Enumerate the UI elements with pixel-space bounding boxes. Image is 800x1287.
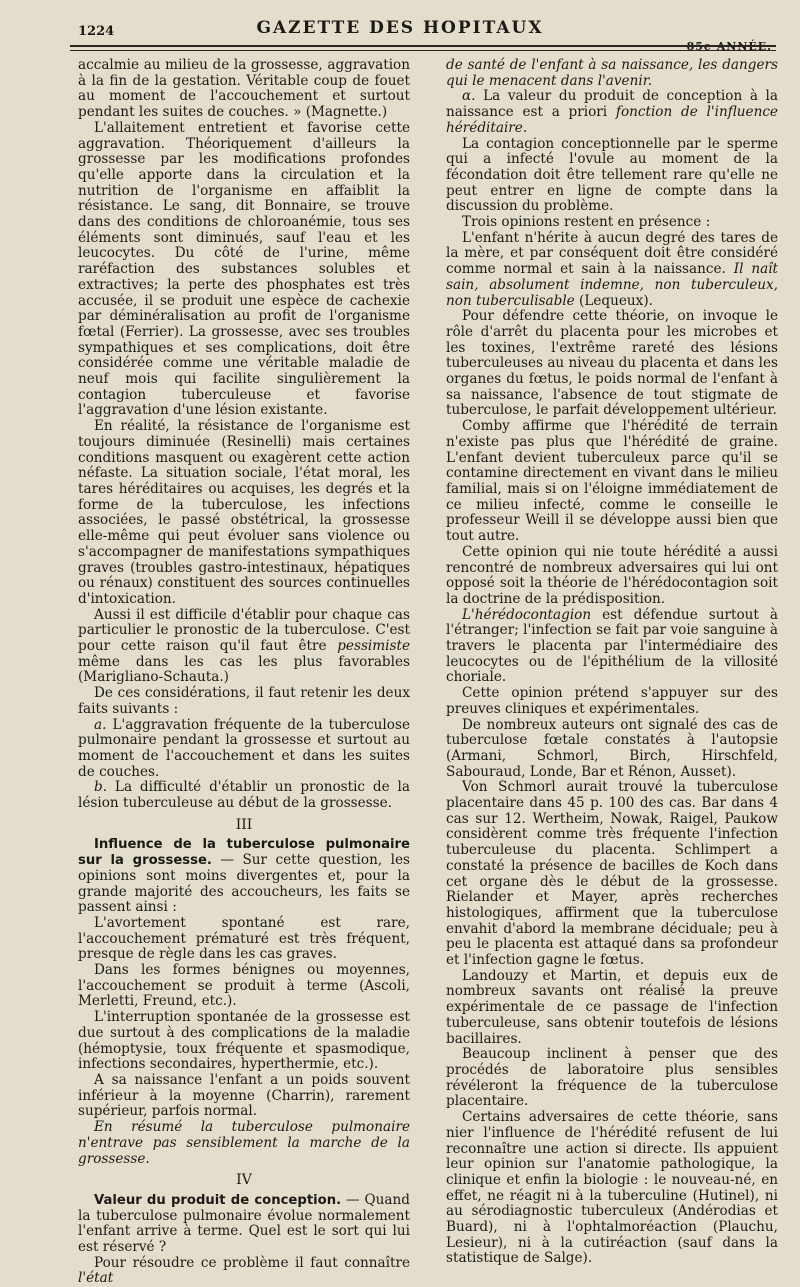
- paragraph-text: Pour résoudre ce problème il faut connaître: [94, 1254, 410, 1271]
- paragraph: [446, 969, 778, 1048]
- section-number: III: [235, 816, 253, 833]
- paragraph-text: Certains adversaires de cette théorie, sans nier l'influence de l'hérédité refusent de lui reconnaître une action si directe. Ils appuient leur opinion sur l'anatomie pathologique, la clinique et enfin la biologie : le nouveau-né, en effet, ne réagit ni à la tuberculine (Hutinel), ni au sérodiagnostic tuberculeux (Andérodias et Buard), ni à l'ophtalmoréaction (Plauchu, Lesieur), ni à la cutiréaction (sauf dans la statistique de Salge).: [446, 1109, 778, 1267]
- paragraph-text: L'aggravation fréquente de la tuberculose pulmonaire pendant la grossesse et surtout au moment de l'accouchement et dans les suites de couches.: [78, 716, 410, 780]
- page-number: 1224: [78, 24, 115, 39]
- paragraph-text: L'enfant n'hérite à aucun degré des tares de la mère, et par conséquent doit être considéré comme normal et sain à la naissance.: [446, 229, 778, 278]
- paragraph: [446, 718, 778, 781]
- italic-text: l'état: [78, 1270, 114, 1287]
- paragraph: [446, 1110, 778, 1267]
- paragraph: [446, 309, 778, 419]
- paragraph: [78, 916, 410, 963]
- paragraph: [446, 545, 778, 608]
- paragraph-text: accalmie au milieu de la grossesse, aggravation à la fin de la gestation. Véritable coup de fouet au moment de l'accouchement et surtout pendant les suites de couches. » (Magnette.): [78, 57, 410, 121]
- paragraph-text: (Lequeux).: [574, 292, 653, 309]
- paragraph: [78, 837, 410, 916]
- section-heading: Influence de la tuberculose pulmonaire sur la grossesse.: [78, 837, 410, 869]
- paragraph-text: De ces considérations, il faut retenir les deux faits suivants :: [78, 685, 410, 717]
- paragraph-text: La difficulté d'établir un pronostic de la lésion tuberculeuse au début de la grossesse.: [78, 779, 410, 812]
- paragraph-text: même dans les cas les plus favorables (Marigliano-Schauta.): [78, 653, 410, 686]
- header-rule-thick: [70, 45, 776, 47]
- paragraph-text: Beaucoup inclinent à penser que des procédés de laboratoire plus sensibles révéleront la fréquence de la tuberculose placentaire.: [446, 1046, 778, 1110]
- paragraph-text: Landouzy et Martin, et depuis eux de nombreux savants ont réalisé la preuve expérimentale de ce passage de l'infection tuberculeuse, sans obtenir toutefois de lésions bacillaires.: [446, 967, 778, 1047]
- paragraph-text: Von Schmorl aurait trouvé la tuberculose placentaire dans 45 p. 100 des cas. Bar dans 4 cas sur 12. Wertheim, Nowak, Raigel, Paukow considèrent comme très fréquente l'infection tuberculeuse du placenta. Schlimpert a constaté la présence de bacilles de Koch dans cet organe dès le début de la grossesse. Rielander et Mayer, après recherches histologiques, affirment que la tuberculose envahit d'abord la membrane déciduale; peu à peu le placenta est attaqué dans sa profondeur et l'infection gagne le fœtus.: [446, 779, 778, 969]
- volume-label: 85e ANNÉE.: [686, 40, 772, 53]
- paragraph-text: Comby affirme que l'hérédité de terrain n'existe pas plus que l'hérédité de graine. L'enfant devient tuberculeux parce qu'il se contamine directement en vivant dans le milieu familial, mais si on l'éloigne immédiatement de ce milieu infecté, comme le conseille le professeur Weill il se développe aussi bien que tout autre.: [446, 418, 778, 545]
- paragraph-text: — Sur cette question, les opinions sont moins divergentes et, pour la grande majorité des accoucheurs, les faits se passent ainsi :: [78, 852, 410, 916]
- paragraph-text: En réalité, la résistance de l'organisme est toujours diminuée (Resinelli) mais certaines conditions masquent ou exagèrent cette action néfaste. La situation sociale, l'état moral, les tares héréditaires ou acquises, les degrés et la forme de la tuberculose, les infections associées, le passé obstétrical, la grossesse elle-même qui peut évoluer sans violence ou s'accompagner de manifestations sympathiques graves (troubles gastro-intestinaux, hépatiques ou rénaux) constituent des sources continuelles d'intoxication.: [78, 418, 410, 607]
- paragraph-text: est défendue surtout à l'étranger; l'infection se fait par voie sanguine à travers le placenta par l'intermédiaire des leucocytes ou de l'épithélium de la villosité choriale.: [446, 606, 778, 686]
- paragraph-text: La contagion conceptionnelle par le sperme qui a infecté l'ovule au moment de la fécondation doit être tellement rare qu'elle ne peut entrer en ligne de compte dans la discussion du problème.: [446, 135, 778, 215]
- paragraph: [446, 419, 778, 545]
- paragraph: [78, 1073, 410, 1120]
- list-label: a.: [94, 716, 107, 733]
- paragraph-text: Cette opinion qui nie toute hérédité a aussi rencontré de nombreux adversaires qui lui ont opposé soit la théorie de l'hérédocontagion soit la doctrine de la prédisposition.: [446, 543, 778, 607]
- paragraph: [78, 1010, 410, 1073]
- paragraph: [446, 608, 778, 687]
- paragraph: [446, 231, 778, 310]
- paragraph: [446, 780, 778, 968]
- paragraph: [78, 58, 410, 121]
- paragraph: [446, 1047, 778, 1110]
- paragraph: [446, 686, 778, 717]
- section-heading: Valeur du produit de conception.: [94, 1192, 342, 1208]
- paragraph-text: Trois opinions restent en présence :: [462, 214, 711, 231]
- paragraph-text: De nombreux auteurs ont signalé des cas de tuberculose fœtale constatés à l'autopsie (Armani, Schmorl, Birch, Hirschfeld, Sabouraud, Londe, Bar et Rénon, Ausset).: [446, 716, 778, 780]
- journal-title: GAZETTE DES HOPITAUX: [256, 18, 544, 38]
- paragraph: [446, 215, 778, 231]
- paragraph-text: La valeur du produit de conception à la naissance est a priori: [446, 88, 778, 121]
- paragraph: [78, 1256, 410, 1287]
- paragraph-text: Aussi il est difficile d'établir pour chaque cas particulier le pronostic de la tuberculose. C'est pour cette raison qu'il faut être: [78, 606, 410, 655]
- italic-text: En résumé la tuberculose pulmonaire n'entrave pas sensiblement la marche de la grossesse.: [78, 1119, 410, 1167]
- header-rule-thin: [70, 50, 776, 51]
- italic-text: pessimiste: [337, 638, 410, 655]
- paragraph-text: L'interruption spontanée de la grossesse est due surtout à des complications de la maladie (hémoptysie, toux fréquente et spasmodique, infections secondaires, hyperthermie, etc.).: [78, 1009, 410, 1073]
- italic-term: L'hérédocontagion: [462, 606, 592, 623]
- paragraph: [78, 419, 410, 607]
- section-number: IV: [236, 1172, 252, 1189]
- paragraph-text: L'avortement spontané est rare, l'accouchement prématuré est très fréquent, presque de règle dans les cas graves.: [78, 914, 410, 963]
- paragraph: [78, 1120, 410, 1167]
- paragraph: [78, 963, 410, 1010]
- paragraph-text: Pour défendre cette théorie, on invoque le rôle d'arrêt du placenta pour les microbes et les toxines, l'extrême rareté des lésions tuberculeuses au niveau du placenta et dans les organes du fœtus, le poids normal de l'enfant à sa naissance, l'absence de tout stigmate de tuberculose, le parfait développement ultérieur.: [446, 308, 778, 419]
- paragraph-text: Dans les formes bénignes ou moyennes, l'accouchement se produit à terme (Ascoli, Merletti, Freund, etc.).: [78, 962, 410, 1010]
- paragraph-text: — Quand la tuberculose pulmonaire évolue normalement l'enfant arrive à terme. Quel est le sort qui lui est réservé ?: [78, 1191, 410, 1256]
- paragraph: [78, 121, 410, 419]
- paragraph-text: L'allaitement entretient et favorise cette aggravation. Théoriquement d'ailleurs la grossesse par les modifications profondes qu'elle apporte dans la circulation et la nutrition de l'organisme en affaiblit la résistance. Le sang, dit Bonnaire, se trouve dans des conditions de chloroanémie, tous ses éléments sont diminués, sauf l'eau et les leucocytes. Du côté de l'urine, même raréfaction des substances solubles et extractives; la perte des phosphates est très accusée, il se produit une espèce de cachexie par déminéralisation au profit de l'organisme fœtal (Ferrier). La grossesse, avec ses troubles sympathiques et ses complications, doit être considérée comme une véritable maladie de neuf mois qui facilite singulièrement la contagion tuberculeuse et favorise l'aggravation d'une lésion existante.: [78, 119, 410, 419]
- paragraph: [446, 89, 778, 136]
- list-label: b.: [94, 779, 108, 796]
- paragraph: [78, 780, 410, 811]
- paragraph: [78, 608, 410, 687]
- italic-text: fonction de l'influence héréditaire.: [446, 104, 778, 136]
- italic-text: Il naît sain, absolument indemne, non tuberculeux, non tuberculisable: [446, 261, 778, 309]
- list-label: α.: [462, 88, 476, 105]
- paragraph-text: A sa naissance l'enfant a un poids souvent inférieur à la moyenne (Charrin), rarement supérieur, parfois normal.: [78, 1072, 410, 1120]
- paragraph-text: Cette opinion prétend s'appuyer sur des preuves cliniques et expérimentales.: [446, 685, 778, 717]
- paragraph: [78, 1193, 410, 1256]
- right-column: [446, 57, 778, 1267]
- paragraph: [446, 137, 778, 216]
- paragraph: [446, 58, 778, 89]
- paragraph: [78, 718, 410, 781]
- left-column: [78, 57, 410, 1287]
- italic-text: de santé de l'enfant à sa naissance, les dangers qui le menacent dans l'avenir.: [446, 57, 778, 89]
- paragraph: [78, 686, 410, 717]
